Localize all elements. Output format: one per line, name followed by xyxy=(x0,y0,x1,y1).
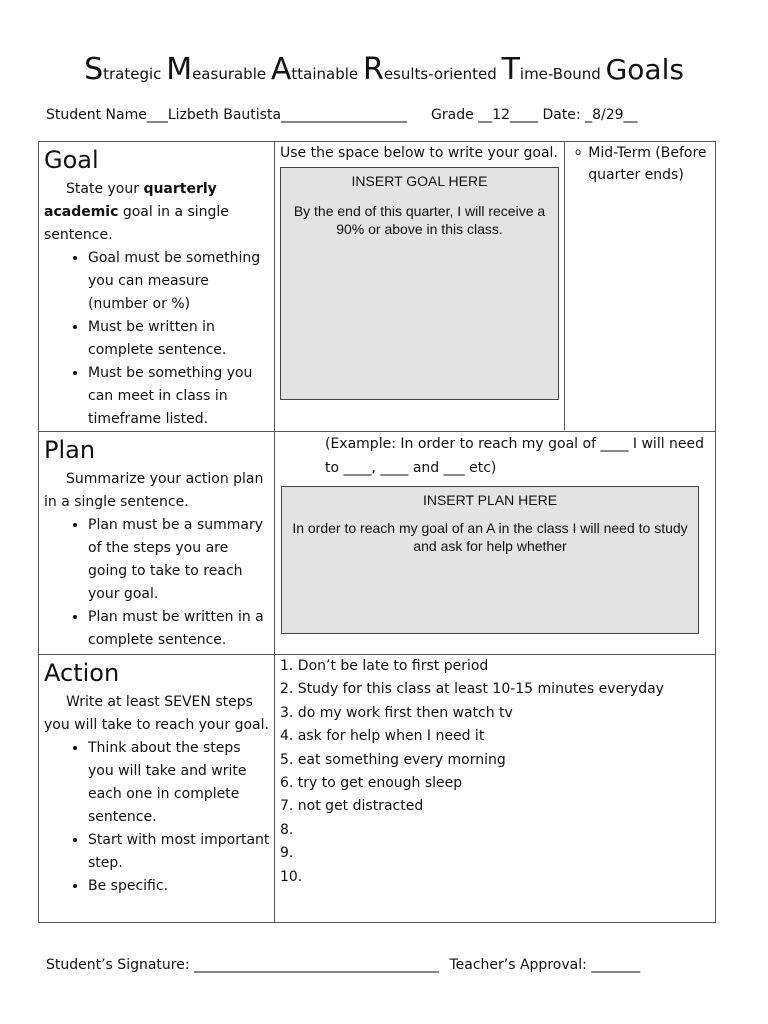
goal-description xyxy=(44,178,270,247)
goal-desc-bold: quarterly academic xyxy=(44,181,217,220)
action-step: 10. xyxy=(280,868,303,885)
goal-text-box[interactable] xyxy=(280,167,559,400)
goal-instructions-cell xyxy=(39,142,275,432)
title-t-initial: T xyxy=(501,52,520,87)
action-instructions-cell xyxy=(39,655,275,923)
smart-goals-table xyxy=(38,141,716,923)
action-bullet-list xyxy=(44,737,270,898)
title-r-rest: esults-oriented xyxy=(383,65,497,83)
plan-example: (Example: In order to reach my goal of ____ I will need to ____, ____ and ___ etc) xyxy=(325,436,705,476)
title-a-rest: ttainable xyxy=(291,65,359,83)
student-name-value[interactable]: ___Lizbeth Bautista__________________ xyxy=(146,107,408,123)
date-label: Date: xyxy=(542,107,581,123)
grade-label: Grade xyxy=(431,107,474,123)
goal-bullet: • Goal must be something you can measure (number or %) xyxy=(88,247,270,316)
plan-text-box[interactable] xyxy=(281,486,699,634)
title-goals: Goals xyxy=(605,53,684,86)
date-value[interactable]: _8/29__ xyxy=(585,107,638,123)
goal-hint: Use the space below to write your goal. xyxy=(280,145,558,161)
student-signature-label: Student’s Signature: xyxy=(46,957,190,973)
action-row xyxy=(39,655,716,923)
plan-bullet: • Plan must be written in a complete sentence. xyxy=(88,606,270,652)
goal-desc-text: State your xyxy=(66,181,144,197)
plan-row xyxy=(39,432,716,655)
action-step: 5. eat something every morning xyxy=(280,751,506,768)
goal-timeframe xyxy=(565,142,715,430)
action-step: 7. not get distracted xyxy=(280,798,424,815)
grade-value[interactable]: __12____ xyxy=(478,107,538,123)
action-steps-cell[interactable] xyxy=(275,655,716,923)
action-step: 3. do my work first then watch tv xyxy=(280,704,513,721)
action-step: 1. Don’t be late to first period xyxy=(280,658,489,674)
checkbox-marker[interactable]: o xyxy=(575,147,582,158)
title-s-initial: S xyxy=(84,52,104,87)
plan-bullet: • Plan must be a summary of the steps you are going to take to reach your goal. xyxy=(88,514,270,606)
action-step: 4. ask for help when I need it xyxy=(280,728,485,745)
title-m-initial: M xyxy=(166,52,193,87)
student-signature-field[interactable]: ___________________________________ xyxy=(194,957,440,973)
title-s-rest: trategic xyxy=(103,65,162,83)
title-r-initial: R xyxy=(362,52,384,87)
goal-bullet: • Must be written in complete sentence. xyxy=(88,316,270,362)
teacher-approval-field[interactable]: _______ xyxy=(591,957,641,973)
plan-box-heading: INSERT PLAN HERE xyxy=(422,492,558,508)
goal-box-text: By the end of this quarter, I will receive a 90% or above in this class. xyxy=(293,203,546,237)
timeframe-label: Mid-Term (Before quarter ends) xyxy=(588,145,707,183)
plan-bullet-list xyxy=(44,514,270,652)
goal-desc-text-end: goal in a single sentence. xyxy=(44,204,229,243)
title-a-initial: A xyxy=(270,52,292,87)
signature-line xyxy=(46,957,726,973)
action-description: Write at least SEVEN steps you will take to reach your goal. xyxy=(44,694,269,733)
goal-entry-area xyxy=(275,142,565,430)
title-t-rest: ime-Bound xyxy=(519,65,601,83)
goal-box-heading: INSERT GOAL HERE xyxy=(351,173,488,189)
student-name-label: Student Name xyxy=(46,107,147,123)
action-step: 9. xyxy=(280,845,294,862)
plan-instructions-cell xyxy=(39,432,275,655)
action-step: 8. xyxy=(280,821,294,838)
page-title xyxy=(0,52,768,87)
goal-bullet-list xyxy=(44,247,270,431)
action-step: 6. try to get enough sleep xyxy=(280,775,463,792)
plan-description: Summarize your action plan in a single sentence. xyxy=(44,471,264,510)
goal-row xyxy=(39,142,716,432)
goal-bullet: • Must be something you can meet in class in timeframe listed. xyxy=(88,362,270,431)
action-step: 2. Study for this class at least 10-15 minutes everyday xyxy=(280,681,664,698)
action-bullet: • Think about the steps you will take and write each one in complete sentence. xyxy=(88,737,270,829)
plan-section-title: Plan xyxy=(44,436,96,464)
student-info-line xyxy=(46,107,736,123)
goal-section-title: Goal xyxy=(44,146,99,174)
plan-entry-cell xyxy=(275,432,716,655)
action-bullet: • Be specific. xyxy=(88,875,270,898)
teacher-approval-label: Teacher’s Approval: xyxy=(449,957,587,973)
goal-entry-cell xyxy=(275,142,716,432)
title-m-rest: easurable xyxy=(192,65,267,83)
plan-box-text: In order to reach my goal of an A in the class I will need to study and ask for help whether xyxy=(292,520,688,554)
action-bullet: • Start with most important step. xyxy=(88,829,270,875)
action-section-title: Action xyxy=(44,659,120,687)
